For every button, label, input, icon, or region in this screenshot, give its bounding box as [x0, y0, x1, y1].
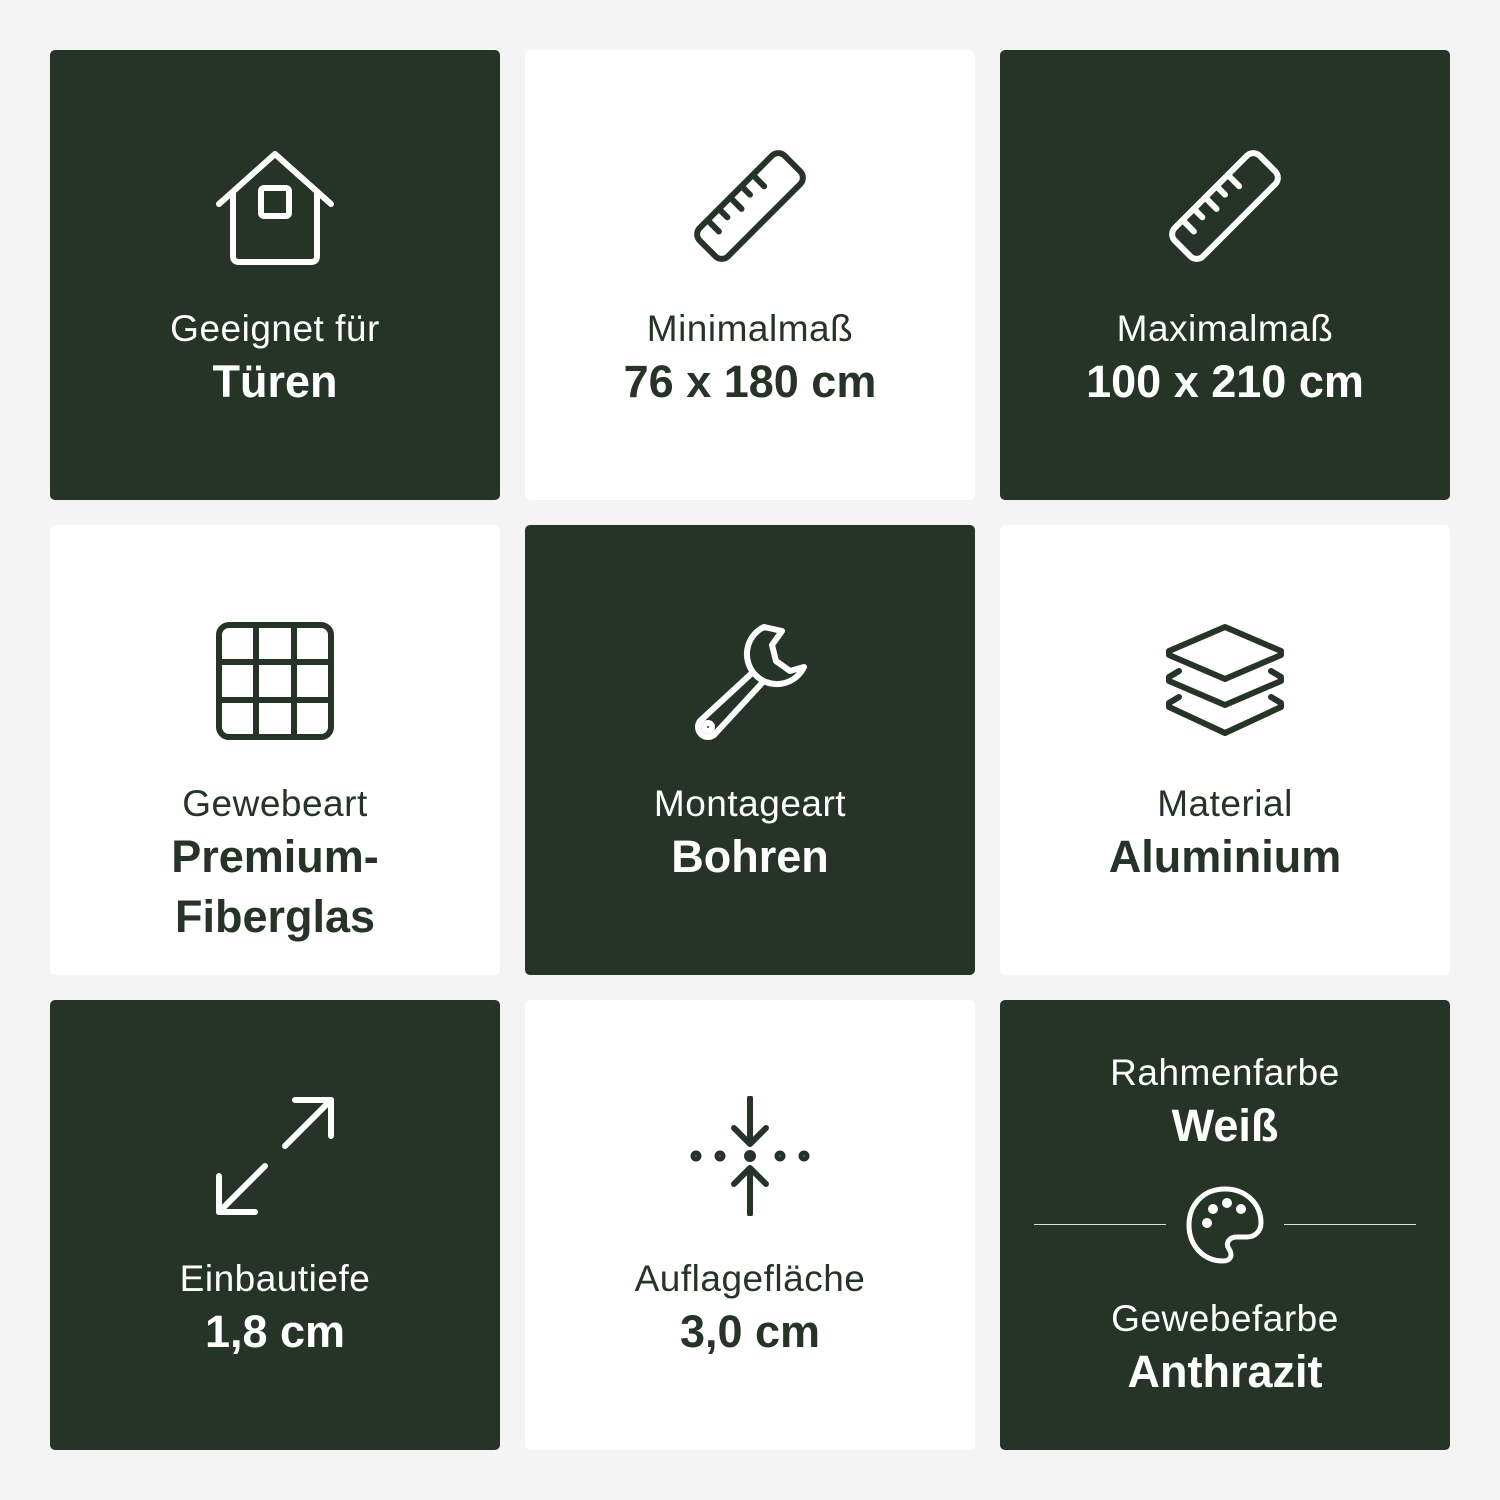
- tile-min-size: [525, 50, 975, 500]
- tile-fabric-type: [50, 525, 500, 975]
- tile-value-line2: Fiberglas: [174, 891, 376, 942]
- tile-value: 1,8 cm: [204, 1306, 346, 1357]
- tile-value: 100 x 210 cm: [1086, 356, 1364, 407]
- expand-arrows-icon: [215, 1096, 335, 1216]
- tile-mounting-type: [525, 525, 975, 975]
- tile-label: Geeignet für: [170, 308, 380, 349]
- tile-value-line1: Premium-: [171, 831, 379, 882]
- wrench-icon: [690, 621, 810, 741]
- tile-value: Türen: [212, 356, 338, 407]
- ruler-icon: [1165, 146, 1285, 266]
- fabric-color-value: Anthrazit: [1127, 1346, 1323, 1397]
- tile-label: Auflagefläche: [634, 1258, 866, 1299]
- tile-label: Einbautiefe: [179, 1258, 371, 1299]
- layers-icon: [1165, 621, 1285, 741]
- tile-label: Minimalmaß: [646, 308, 854, 349]
- tile-label: Gewebeart: [182, 783, 368, 824]
- tile-material: [1000, 525, 1450, 975]
- divider-left: [1034, 1224, 1166, 1225]
- fabric-color-label: Gewebefarbe: [1111, 1298, 1339, 1339]
- house-icon: [215, 146, 335, 266]
- tile-contact-surface: [525, 1000, 975, 1450]
- grid-icon: [215, 621, 335, 741]
- tile-value: 76 x 180 cm: [623, 356, 877, 407]
- tile-installation-depth: [50, 1000, 500, 1450]
- ruler-icon: [690, 146, 810, 266]
- tile-label: Montageart: [653, 783, 847, 824]
- frame-color-label: Rahmenfarbe: [1110, 1052, 1340, 1093]
- tile-label: Material: [1157, 783, 1293, 824]
- tile-colors: [1000, 1000, 1450, 1450]
- tile-door-suitability: [50, 50, 500, 500]
- tile-value: 3,0 cm: [679, 1306, 821, 1357]
- tile-value: Bohren: [671, 831, 829, 882]
- palette-icon: [1185, 1185, 1265, 1265]
- compress-arrows-icon: [690, 1096, 810, 1216]
- frame-color-value: Weiß: [1171, 1100, 1279, 1151]
- divider-right: [1284, 1224, 1416, 1225]
- tile-max-size: [1000, 50, 1450, 500]
- tile-label: Maximalmaß: [1116, 308, 1334, 349]
- tile-value: Aluminium: [1108, 831, 1342, 882]
